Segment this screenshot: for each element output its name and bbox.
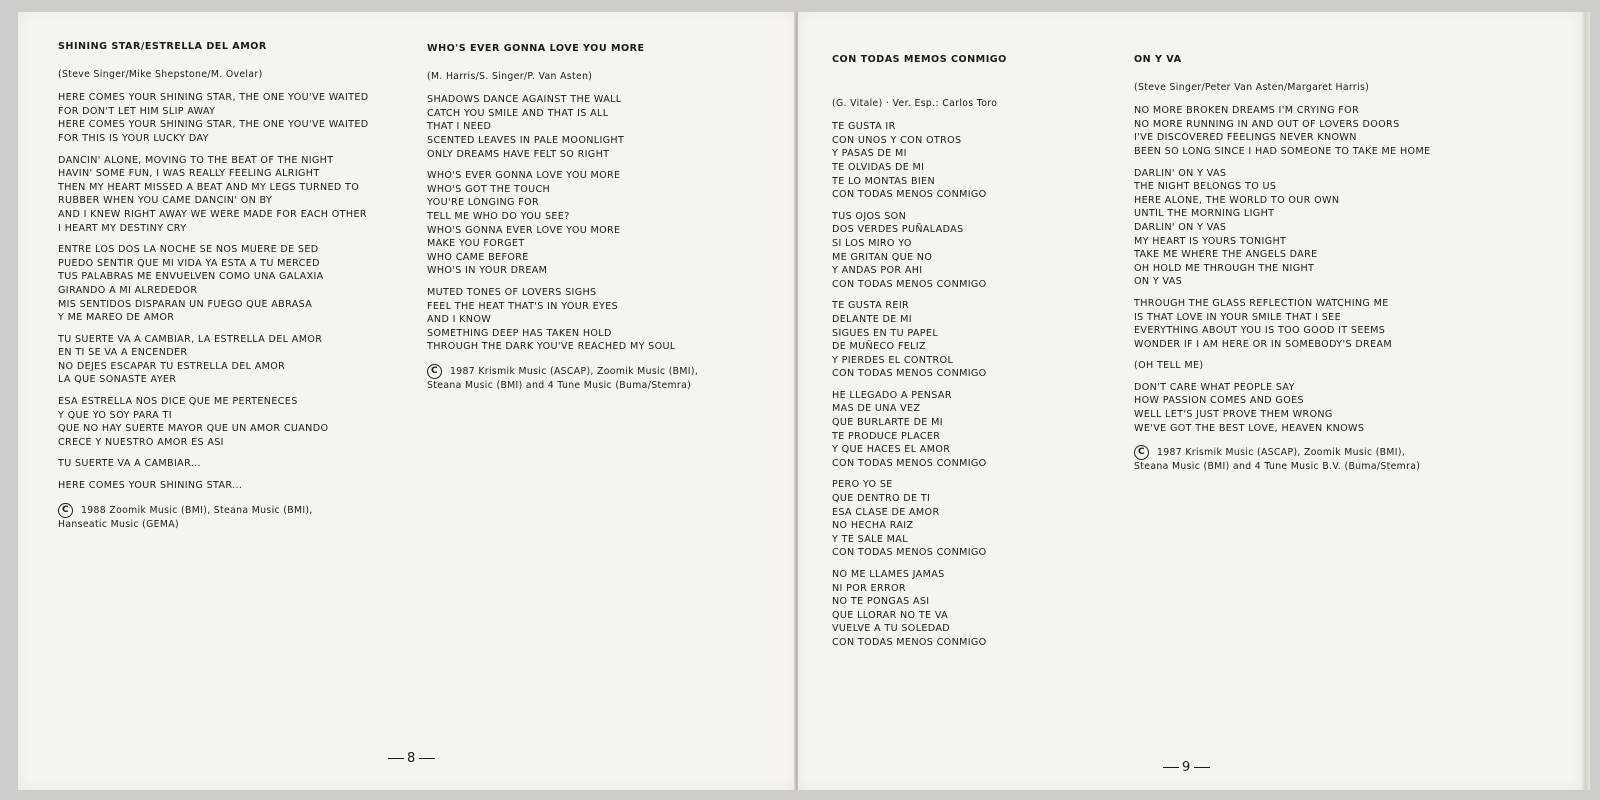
lyric-line: DON'T CARE WHAT PEOPLE SAY (1134, 381, 1295, 393)
lyric-line: WONDER IF I AM HERE OR IN SOMEBODY'S DREAM (1134, 338, 1393, 350)
lyric-line: AND I KNEW RIGHT AWAY WE WERE MADE FOR EACH OTHER (58, 208, 367, 220)
lyric-line: ESA ESTRELLA NOS DICE QUE ME PERTENECES (58, 396, 298, 408)
lyric-line: NO DEJES ESCAPAR TU ESTRELLA DEL AMOR (58, 360, 286, 372)
stanza (1134, 359, 1574, 373)
lyric-line: WHO'S GOT THE TOUCH (427, 183, 551, 195)
stanza (1134, 297, 1574, 351)
page-number: 8 (385, 751, 438, 766)
song-title: WHO'S EVER GONNA LOVE YOU MORE (427, 43, 645, 54)
lyric-line: NO ME LLAMES JAMAS (832, 569, 945, 580)
stanza (427, 169, 767, 278)
lyric-line: OH HOLD ME THROUGH THE NIGHT (1134, 262, 1315, 274)
copyright-notice: C 1987 Krismik Music (ASCAP), Zoomik Music (BMI), Steana Music (BMI) and 4 Tune Music B.V. (Buma/Stemra) (1134, 447, 1421, 473)
lyric-line: UNTIL THE MORNING LIGHT (1134, 208, 1275, 220)
lyric-line: ON Y VAS (1134, 276, 1183, 288)
lyric-line: TE PRODUCE PLACER (832, 430, 941, 442)
lyric-line: QUE DENTRO DE TI (832, 493, 931, 505)
lyric-line: CON UNOS Y CON OTROS (832, 134, 962, 146)
lyric-line: Y ME MAREO DE AMOR (58, 312, 175, 324)
lyric-line: WHO'S IN YOUR DREAM (427, 265, 548, 277)
song-whos-ever-gonna-love-you-more (427, 42, 767, 392)
song-credit: (Steve Singer/Mike Shepstone/M. Ovelar) (58, 68, 263, 80)
lyric-line: I HEART MY DESTINY CRY (58, 222, 187, 234)
stanza (58, 91, 408, 145)
lyric-line: TE GUSTA IR (832, 121, 896, 133)
stanza (832, 568, 1132, 650)
song-on-y-va (1134, 53, 1574, 474)
stanza (58, 243, 408, 325)
stanza (1134, 381, 1574, 435)
lyric-line: DELANTE DE MI (832, 313, 912, 325)
stanza (58, 333, 408, 387)
lyrics (832, 120, 1132, 649)
lyric-line: WE'VE GOT THE BEST LOVE, HEAVEN KNOWS (1134, 422, 1365, 434)
lyric-line: ESA CLASE DE AMOR (832, 506, 940, 518)
song-credit: (Steve Singer/Peter Van Asten/Margaret Harris) (1134, 81, 1370, 93)
copyright-icon: C (1134, 445, 1149, 460)
lyric-line: (OH TELL ME) (1134, 360, 1204, 372)
lyric-line: QUE NO HAY SUERTE MAYOR QUE UN AMOR CUANDO (58, 423, 329, 435)
copyright-notice: C 1988 Zoomik Music (BMI), Steana Music (BMI), Hanseatic Music (GEMA) (58, 504, 313, 530)
lyric-line: GIRANDO A MI ALREDEDOR (58, 284, 198, 296)
lyric-line: MY HEART IS YOURS TONIGHT (1134, 235, 1287, 247)
stanza (58, 457, 408, 471)
copyright-icon: C (58, 503, 73, 518)
lyric-line: WHO CAME BEFORE (427, 251, 529, 263)
song-credit: (M. Harris/S. Singer/P. Van Asten) (427, 70, 593, 82)
stanza (832, 120, 1132, 202)
lyric-line: SCENTED LEAVES IN PALE MOONLIGHT (427, 134, 625, 146)
lyric-line: FOR THIS IS YOUR LUCKY DAY (58, 132, 209, 144)
stanza (427, 286, 767, 354)
lyric-line: MIS SENTIDOS DISPARAN UN FUEGO QUE ABRASA (58, 298, 313, 310)
lyric-line: I'VE DISCOVERED FEELINGS NEVER KNOWN (1134, 132, 1357, 144)
lyric-line: CON TODAS MENOS CONMIGO (832, 636, 987, 648)
lyric-line: SHADOWS DANCE AGAINST THE WALL (427, 94, 622, 106)
lyric-line: ENTRE LOS DOS LA NOCHE SE NOS MUERE DE SED (58, 244, 319, 256)
lyric-line: WHO'S EVER GONNA LOVE YOU MORE (427, 170, 621, 182)
lyric-line: Y PASAS DE MI (832, 148, 907, 160)
lyric-line: DANCIN' ALONE, MOVING TO THE BEAT OF THE NIGHT (58, 154, 334, 166)
page-number: 9 (1160, 760, 1213, 775)
song-title: CON TODAS MEMOS CONMIGO (832, 54, 1007, 65)
lyric-line: TUS PALABRAS ME ENVUELVEN COMO UNA GALAXIA (58, 271, 324, 283)
lyric-line: Y PIERDES EL CONTROL (832, 354, 954, 366)
stanza (58, 479, 408, 493)
lyric-line: DARLIN' ON Y VAS (1134, 167, 1227, 179)
lyric-line: HERE COMES YOUR SHINING STAR, THE ONE YOU'VE WAITED (58, 119, 369, 131)
lyrics (1134, 104, 1574, 435)
lyric-line: NO HECHA RAIZ (832, 520, 914, 532)
page-edge (1582, 12, 1590, 790)
lyric-line: BEEN SO LONG SINCE I HAD SOMEONE TO TAKE ME HOME (1134, 145, 1431, 157)
lyric-line: HERE COMES YOUR SHINING STAR, THE ONE YOU'VE WAITED (58, 92, 369, 104)
lyric-line: FEEL THE HEAT THAT'S IN YOUR EYES (427, 300, 619, 312)
lyric-line: CRECE Y NUESTRO AMOR ES ASI (58, 436, 224, 448)
lyric-line: CON TODAS MENOS CONMIGO (832, 457, 987, 469)
lyric-line: AND I KNOW (427, 314, 492, 326)
stanza (427, 93, 767, 161)
stanza (832, 299, 1132, 381)
lyric-line: TE LO MONTAS BIEN (832, 175, 935, 187)
lyric-line: CON TODAS MENOS CONMIGO (832, 547, 987, 559)
lyric-line: LA QUE SONASTE AYER (58, 374, 177, 386)
song-shining-star (58, 40, 408, 531)
lyric-line: Y ANDAS POR AHI (832, 265, 923, 277)
stanza (1134, 167, 1574, 289)
lyric-line: FOR DON'T LET HIM SLIP AWAY (58, 105, 216, 117)
lyric-line: TELL ME WHO DO YOU SEE? (427, 210, 570, 222)
song-title: SHINING STAR/ESTRELLA DEL AMOR (58, 41, 267, 52)
copyright-icon: C (427, 364, 442, 379)
lyric-line: WHO'S GONNA EVER LOVE YOU MORE (427, 224, 621, 236)
stanza (832, 478, 1132, 560)
lyric-line: HOW PASSION COMES AND GOES (1134, 395, 1304, 407)
lyric-line: TU SUERTE VA A CAMBIAR... (58, 458, 201, 470)
lyric-line: SI LOS MIRO YO (832, 237, 912, 249)
lyric-line: EVERYTHING ABOUT YOU IS TOO GOOD IT SEEMS (1134, 325, 1386, 337)
lyric-line: THE NIGHT BELONGS TO US (1134, 181, 1277, 193)
stanza (1134, 104, 1574, 158)
lyric-line: CON TODAS MENOS CONMIGO (832, 189, 987, 201)
lyric-line: DARLIN' ON Y VAS (1134, 221, 1227, 233)
lyrics (427, 93, 767, 354)
lyric-line: CON TODAS MENOS CONMIGO (832, 278, 987, 290)
lyric-line: CON TODAS MENOS CONMIGO (832, 368, 987, 380)
lyric-line: Y TE SALE MAL (832, 533, 908, 545)
lyric-line: TE OLVIDAS DE MI (832, 161, 925, 173)
lyric-line: TU SUERTE VA A CAMBIAR, LA ESTRELLA DEL AMOR (58, 333, 323, 345)
lyric-line: CATCH YOU SMILE AND THAT IS ALL (427, 107, 609, 119)
lyric-line: NO TE PONGAS ASI (832, 596, 930, 608)
lyric-line: RUBBER WHEN YOU CAME DANCIN' ON BY (58, 195, 273, 207)
lyric-line: HE LLEGADO A PENSAR (832, 389, 952, 401)
lyric-line: ONLY DREAMS HAVE FELT SO RIGHT (427, 148, 610, 160)
lyric-line: SOMETHING DEEP HAS TAKEN HOLD (427, 327, 612, 339)
lyric-line: DE MUÑECO FELIZ (832, 341, 926, 353)
lyric-line: QUE BURLARTE DE MI (832, 417, 943, 429)
lyric-line: IS THAT LOVE IN YOUR SMILE THAT I SEE (1134, 311, 1342, 323)
lyric-line: QUE LLORAR NO TE VA (832, 609, 949, 621)
lyric-line: PERO YO SE (832, 479, 893, 491)
song-title: ON Y VA (1134, 54, 1182, 65)
lyric-line: NO MORE RUNNING IN AND OUT OF LOVERS DOORS (1134, 118, 1400, 130)
lyric-line: THROUGH THE DARK YOU'VE REACHED MY SOUL (427, 341, 676, 353)
song-credit: (G. Vitale) · Ver. Esp.: Carlos Toro (832, 97, 998, 109)
lyric-line: PUEDO SENTIR QUE MI VIDA YA ESTA A TU MERCED (58, 257, 320, 269)
lyric-line: HAVIN' SOME FUN, I WAS REALLY FEELING ALRIGHT (58, 168, 320, 180)
song-con-todas-memos-conmigo (832, 53, 1132, 658)
lyric-line: Y QUE HACES EL AMOR (832, 444, 951, 456)
lyric-line: NI POR ERROR (832, 582, 906, 594)
lyric-line: THAT I NEED (427, 121, 492, 133)
lyric-line: THROUGH THE GLASS REFLECTION WATCHING ME (1134, 297, 1389, 309)
lyrics (58, 91, 408, 492)
lyric-line: THEN MY HEART MISSED A BEAT AND MY LEGS TURNED TO (58, 181, 360, 193)
lyric-line: SIGUES EN TU PAPEL (832, 327, 939, 339)
lyric-line: DOS VERDES PUÑALADAS (832, 224, 964, 236)
lyric-line: TUS OJOS SON (832, 210, 907, 222)
stanza (832, 210, 1132, 292)
lyric-line: HERE ALONE, THE WORLD TO OUR OWN (1134, 194, 1340, 206)
lyric-line: TE GUSTA REIR (832, 300, 910, 312)
lyric-line: MAKE YOU FORGET (427, 238, 525, 250)
stanza (58, 395, 408, 449)
lyric-line: NO MORE BROKEN DREAMS I'M CRYING FOR (1134, 105, 1360, 117)
lyric-line: ME GRITAN QUE NO (832, 251, 933, 263)
lyric-line: TAKE ME WHERE THE ANGELS DARE (1134, 249, 1318, 261)
copyright-notice: C 1987 Krismik Music (ASCAP), Zoomik Music (BMI), Steana Music (BMI) and 4 Tune Music (Buma/Stemra) (427, 365, 699, 391)
stanza (58, 154, 408, 236)
lyric-line: HERE COMES YOUR SHINING STAR... (58, 480, 243, 492)
lyric-line: VUELVE A TU SOLEDAD (832, 623, 951, 635)
lyric-line: EN TI SE VA A ENCENDER (58, 347, 188, 359)
lyric-line: WELL LET'S JUST PROVE THEM WRONG (1134, 409, 1333, 421)
lyric-line: Y QUE YO SOY PARA TI (58, 409, 172, 421)
lyric-line: MUTED TONES OF LOVERS SIGHS (427, 286, 597, 298)
lyric-line: MAS DE UNA VEZ (832, 403, 921, 415)
lyric-line: YOU'RE LONGING FOR (427, 197, 540, 209)
stanza (832, 389, 1132, 471)
